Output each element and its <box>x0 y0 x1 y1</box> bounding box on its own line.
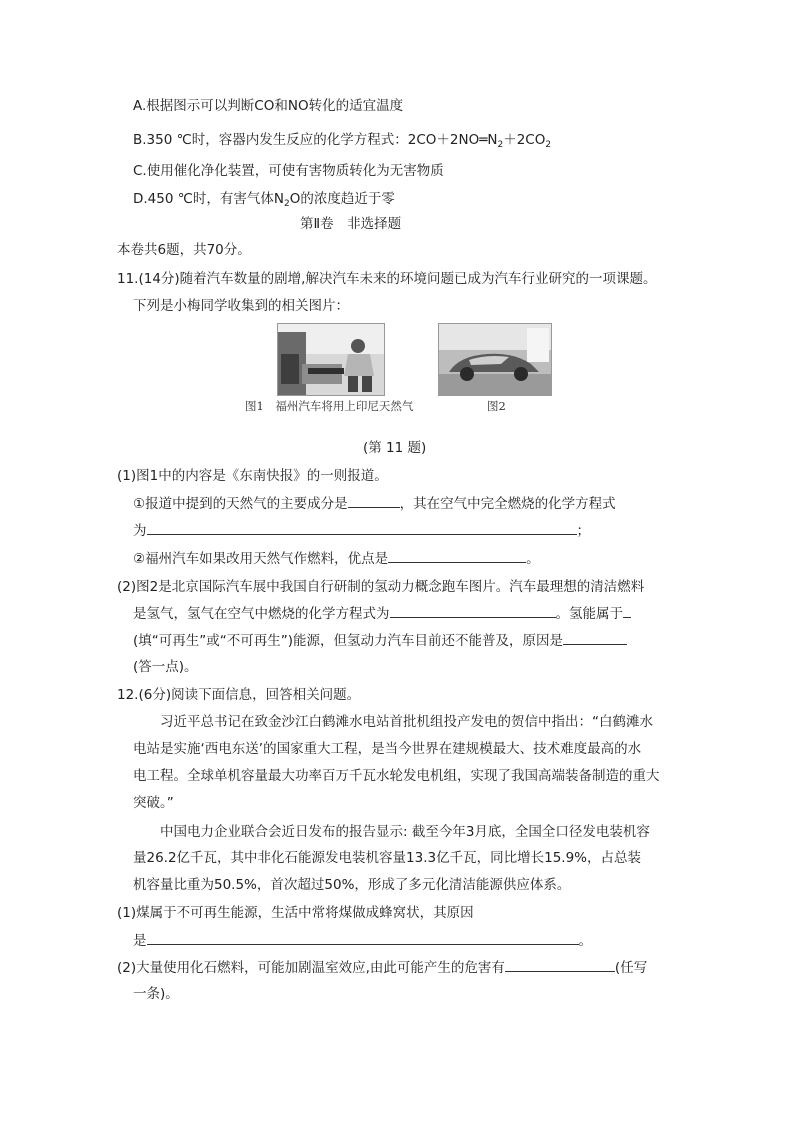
figure-2-illustration <box>439 324 551 395</box>
answer-blank[interactable] <box>390 603 556 618</box>
q12-para1-line1: 习近平总书记在致金沙江白鹤滩水电站首批机组投产发电的贺信中指出：“白鹤滩水 <box>160 714 653 730</box>
q12-part-2-line2: 一条)。 <box>133 986 179 1002</box>
q12-para2-line2: 量26.2亿千瓦，其中非化石能源发电装机容量13.3亿千瓦，同比增长15.9%，占总装 <box>133 850 642 866</box>
q11-part-2-line4: (答一点)。 <box>133 659 198 675</box>
option-c: C.使用催化净化装置，可使有害物质转化为无害物质 <box>133 163 444 179</box>
q12-part-1-line2: 是 。 <box>133 930 592 951</box>
option-a: A.根据图示可以判断CO和NO转化的适宜温度 <box>133 98 404 114</box>
q12-para1-line2: 电站是实施‘西电东送’的国家重大工程，是当今世界在建规模最大、技术难度最高的水 <box>133 741 642 757</box>
figure-2-caption: 图2 <box>487 399 506 413</box>
q12-stem: 12.(6分)阅读下面信息，回答相关问题。 <box>117 687 361 703</box>
option-d: D.450 ℃时，有害气体$N_2O$的浓度趋近于零 <box>133 191 395 209</box>
figure-1-caption: 图1 福州汽车将用上印尼天然气 <box>245 399 414 413</box>
answer-blank[interactable] <box>623 603 631 618</box>
q11-part-1: (1)图1中的内容是《东南快报》的一则报道。 <box>117 468 388 484</box>
answer-blank[interactable] <box>348 493 400 508</box>
figure-2-photo <box>438 323 552 396</box>
q12-part-2-line1: (2)大量使用化石燃料，可能加剧温室效应,由此可能产生的危害有 (任写 <box>117 957 647 978</box>
q11-part-1b: ②福州汽车如果改用天然气作燃料，优点是 。 <box>133 548 540 569</box>
figure-label: (第 11 题) <box>363 440 427 456</box>
answer-blank[interactable] <box>147 520 577 535</box>
q11-part-1a: ①报道中提到的天然气的主要成分是 ，其在空气中完全燃烧的化学方程式 <box>133 493 616 514</box>
section-intro: 本卷共6题，共70分。 <box>117 242 251 258</box>
q11-stem: 11.(14分)随着汽车数量的剧增,解决汽车未来的环境问题已成为汽车行业研究的一项课题。 <box>117 271 657 287</box>
answer-blank[interactable] <box>388 548 526 563</box>
q11-part-1a-line2: 为 ； <box>133 520 590 541</box>
q11-part-2-line3: (填“可再生”或“不可再生”)能源，但氢动力汽车目前还不能普及，原因是 <box>133 630 627 651</box>
figure-1-photo <box>277 323 385 396</box>
section-title: 第Ⅱ卷 非选择题 <box>300 216 402 232</box>
q11-part-2-line1: (2)图2是北京国际汽车展中我国自行研制的氢动力概念跑车图片。汽车最理想的清洁燃料 <box>117 579 645 595</box>
q12-para1-line3: 电工程。全球单机容量最大功率百万千瓦水轮发电机组，实现了我国高端装备制造的重大 <box>133 768 660 784</box>
q11-part-2-line2: 是氢气，氢气在空气中燃烧的化学方程式为 。氢能属于 <box>133 603 631 624</box>
q12-para2-line3: 机容量比重为50.5%，首次超过50%，形成了多元化清洁能源供应体系。 <box>133 877 571 893</box>
q11-stem-2: 下列是小梅同学收集到的相关图片： <box>133 298 349 314</box>
figure-1-illustration <box>278 324 384 395</box>
q12-para1-line4: 突破。” <box>133 795 174 811</box>
answer-blank[interactable] <box>563 630 627 645</box>
answer-blank[interactable] <box>147 930 579 945</box>
q12-para2-line1: 中国电力企业联合会近日发布的报告显示: 截至今年3月底，全国全口径发电装机容 <box>160 824 650 840</box>
option-b: B.350 ℃时，容器内发生反应的化学方程式：$2CO+2NO═N_2+2CO_2$ <box>133 132 552 150</box>
q12-part-1-line1: (1)煤属于不可再生能源，生活中常将煤做成蜂窝状，其原因 <box>117 905 474 921</box>
answer-blank[interactable] <box>505 957 615 972</box>
